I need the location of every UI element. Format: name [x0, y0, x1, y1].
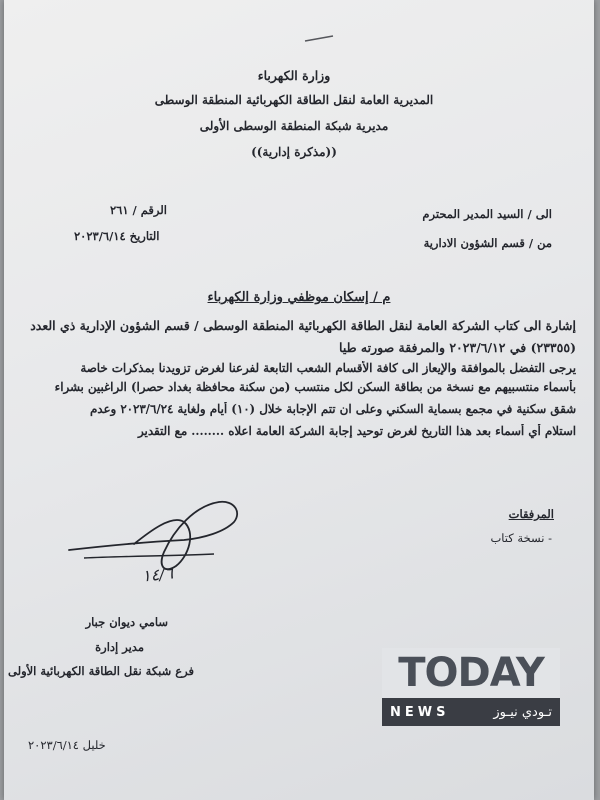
para1-line2: (٢٣٣٥٥) في ٢٠٢٣/٦/١٢ والمرفقة صورته طيا: [339, 340, 576, 355]
signatory-name: سامي ديوان جبار: [85, 615, 168, 629]
memo-type: ((مذكرة إدارية)): [251, 145, 337, 159]
ministry-name: وزارة الكهرباء: [257, 68, 331, 83]
watermark-bar: [382, 698, 560, 726]
para2-line1: يرجى التفضل بالموافقة والإيعاز الى كافة الأقسام الشعب التابعة لفرعنا لغرض تزويدنا بمذكرات خاصة: [80, 361, 576, 375]
memo-paper: [4, 0, 594, 800]
memo-date: التاريخ ٢٠٢٣/٦/١٤: [74, 229, 160, 243]
watermark-news-en: NEWS: [390, 704, 450, 720]
signatory-title: مدير إدارة: [95, 640, 144, 654]
reference-number: الرقم / ٢٦١: [110, 203, 167, 217]
signatory-branch: فرع شبكة نقل الطاقة الكهربائية الأولى: [7, 664, 194, 678]
directorate-name: المديرية العامة لنقل الطاقة الكهربائية المنطقة الوسطى: [154, 93, 434, 107]
recipient: الى / السيد المدير المحترم: [422, 207, 552, 221]
subject-text: م / إسكان موظفي وزارة الكهرباء: [207, 290, 391, 305]
para2-line3: شقق سكنية في مجمع بسماية السكني وعلى ان تتم الإجابة خلال (١٠) أيام ولغاية ٢٠٢٣/٦/٢٤ وعدم: [89, 402, 576, 416]
para1-line1: إشارة الى كتاب الشركة العامة لنقل الطاقة الكهربائية المنطقة الوسطى / قسم الشؤون الإدارية ذي العدد: [30, 318, 576, 333]
para2-line4: استلام أي أسماء بعد هذا التاريخ لغرض توحيد إجابة الشركة العامة اعلاه ........ مع التقدير: [138, 424, 576, 438]
subject-line: [4, 290, 594, 305]
staple-mark: [304, 35, 334, 43]
sender: من / قسم الشؤون الادارية: [423, 236, 552, 250]
today-news-watermark: [382, 648, 560, 726]
para2-line2: بأسماء منتسبيهم مع نسخة من بطاقة السكن لكل منتسب (من سكنة محافظة بغداد حصرا) الراغبين بشراء: [54, 380, 576, 394]
network-name: مديرية شبكة المنطقة الوسطى الأولى: [199, 119, 389, 133]
handwritten-signature: [64, 492, 264, 602]
initials-date: خليل ٢٠٢٣/٦/١٤: [28, 738, 106, 752]
attachments-item: - نسخة كتاب: [490, 531, 552, 545]
handwritten-date: ١٤/٦: [141, 563, 175, 586]
attachments-title: المرفقات: [508, 507, 554, 521]
watermark-brand: TODAY: [382, 648, 560, 698]
watermark-news-ar: تـودي نيـوز: [493, 704, 552, 720]
